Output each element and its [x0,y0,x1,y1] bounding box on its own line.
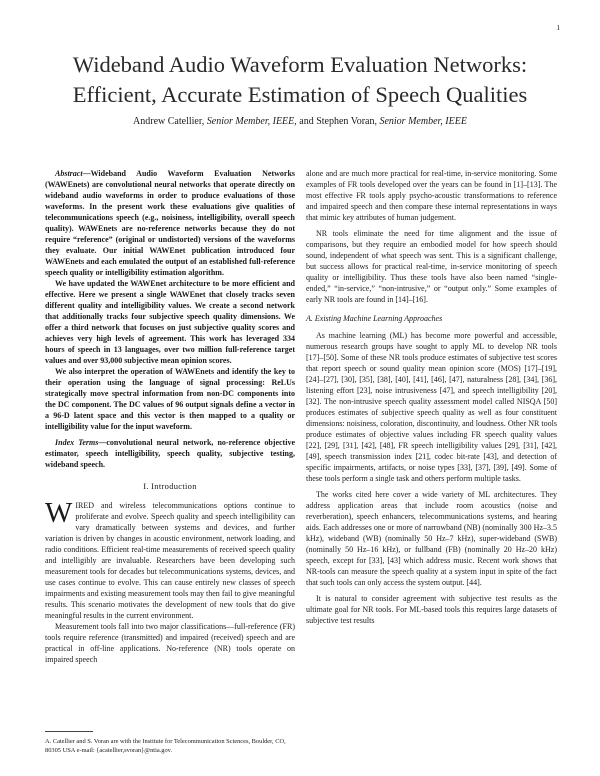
author-line [20,116,580,127]
author-2-role: Senior Member, IEEE [379,116,467,127]
left-column [45,168,295,665]
abstract-paragraph-2: We have updated the WAWEnet architecture to be more efficient and effective. Here we present a single WAWEnet that closely tracks seven different quality and intelligibility values. We create a second network that additionally tracks four subjective speech quality dimensions. We offer a third network that focuses on just subjective quality scores and achieves very high levels of agreement. This work has leveraged 334 hours of speech in 13 languages, over two million full-reference target values and over 93,000 subjective mean opinion scores. [45,279,295,365]
right-paragraph-5: It is natural to consider agreement with subjective test results as the ultimate goal for NR tools. For ML-based tools this requires large datasets of subjective test results [306,594,557,625]
right-column [306,168,557,626]
author-1-role: Senior Member, IEEE, [206,116,297,127]
abstract-label: Abstract [55,169,83,178]
right-paragraph-2: NR tools eliminate the need for time alignment and the issue of comparisons, but they require an embodied model for how speech should sound, independent of what speech was sent. This is a significant challenge, but success allows for practical real-time, in-service monitoring of speech quality or intelligibility. Thus these tools have also been named “single-ended,” “in-service,” “non-intrusive,” or “output only.” Some examples of early NR tools are found in [14]–[16]. [306,229,557,304]
subsection-heading: A. Existing Machine Learning Approaches [306,314,443,323]
paper-title [20,50,580,110]
abstract-paragraph-3: We also interpret the operation of WAWEnets and identify the key to their operation using the language of signal processing: ReLUs strategically move spectral information from non-DC components into the DC component. The DC values of 96 output signals define a vector in a 96-D latent space and this vector is then mapped to a quality or intelligibility value for the input waveform. [45,367,295,431]
drop-cap: W [45,497,73,529]
section-heading-introduction: I. Introduction [143,481,197,491]
right-paragraph-3: As machine learning (ML) has become more powerful and accessible, numerous research groups have sought to apply ML to develop NR tools [17]–[50]. Some of these NR tools produce estimates of subjective test scores that report speech or sound quality mean opinion score (MOS) [17]–[19], [24]–[27], [30], [35], [38], [40], [41], [46], [47], naturalness [28], [34], [36], listening effort [23], noise intrusiveness [47], and speech intelligibility [20], [32]. The non-intrusive speech quality assessment model called NISQA [50] produces estimates of subjective speech quality as well as four constituent dimensions: noisiness, coloration, discontinuity, and loudness. Other NR tools produce estimates of objective values including FR speech quality values [22], [29], [31], [42], [48], FR speech intelligibility values [29], [31], [42], [49], speech transmission index [21], codec bit-rate [43], and detection of specific impairments, artifacts, or noise types [33], [37], [39], [49]. Some of these tools perform a single task and others perform multiple tasks. [306,331,557,483]
title-line-1: Wideband Audio Waveform Evaluation Networks: [72,52,528,77]
author-1: Andrew Catellier, [133,116,207,127]
index-terms: Index Terms—convolutional neural network, no-reference objective estimator, speech intelligibility, speech quality, subjective testing, wideband speech. [45,438,295,469]
intro-paragraph-2: Measurement tools fall into two major classifications—full-reference (FR) tools require reference (transmitted) and impaired (received) speech and are practical in off-line applications. No-reference (NR) tools operate on impaired speech [45,622,295,664]
intro-paragraph-1: WIRED and wireless telecommunications options continue to proliferate and evolve. Speech quality and speech intelligibility can vary dramatically between systems and devices, and further variation is driven by changes in acoustic environment, network loading, and radio conditions. Efficient real-time measurements of received speech quality and intelligibly are invaluable. Researchers have been developing such measurement tools for decades but telecommunications systems, devices, and use cases continue to evolve. This can cause entirely new classes of speech impairments and existing measurement tools may then fail to give meaningful results. This scenario motivates the development of new tools that do give meaningful results in the current environment. [45,497,295,620]
title-line-2: Efficient, Accurate Estimation of Speech Qualities [72,82,528,107]
right-paragraph-1: alone and are much more practical for real-time, in-service monitoring. Some examples of FR tools developed over the years can be found in [1]–[13]. The most effective FR tools apply psycho-acoustic transformations to reference and impaired speech and then compare these internal representations in ways that mimic key attributes of human judgement. [306,169,557,222]
footnote-rule [45,731,93,732]
page-number: 1 [556,24,560,32]
author-conjunction: and Stephen Voran, [296,116,380,127]
footnote: A. Catellier and S. Voran are with the Institute for Telecommunication Sciences, Boulder, CO, 80305 USA e-mail: {acatellier,svoran}@ntia.gov. [45,738,286,754]
index-terms-label: Index Terms [55,438,99,447]
abstract [45,168,295,432]
right-paragraph-4: The works cited here cover a wide variety of ML architectures. They address application areas that include room acoustics (noise and reverberation), speech enhancers, telecommunications systems, and hearing aids. Each addresses one or more of narrowband (NB) (nominally 300 Hz–3.5 kHz), wideband (WB) (nominally 50 Hz–7 kHz), super-wideband (SWB) (nominally 50 Hz–16 kHz), or fullband (FB) (nominally 20 Hz–20 kHz) speech, except for [33], [43] which address music. Recent work shows that NR-tools can measure the speech quality at a system input in spite of the fact that such tools can only access the system output. [44]. [306,490,557,587]
abstract-paragraph-1: Abstract—Wideband Audio Waveform Evaluation Networks (WAWEnets) are convolutional neural networks that operate directly on wideband audio waveforms in order to produce evaluations of those waveforms. In the present work these evaluations give qualities of telecommunications speech (e.g., noisiness, intelligibility, overall speech quality). WAWEnets are no-reference networks because they do not require “reference” (original or undistorted) versions of the waveforms they evaluate. Our initial WAWEnet publication introduced four WAWEnets and each emulated the output of an established full-reference speech quality or intelligibility estimation algorithm. [45,169,295,277]
